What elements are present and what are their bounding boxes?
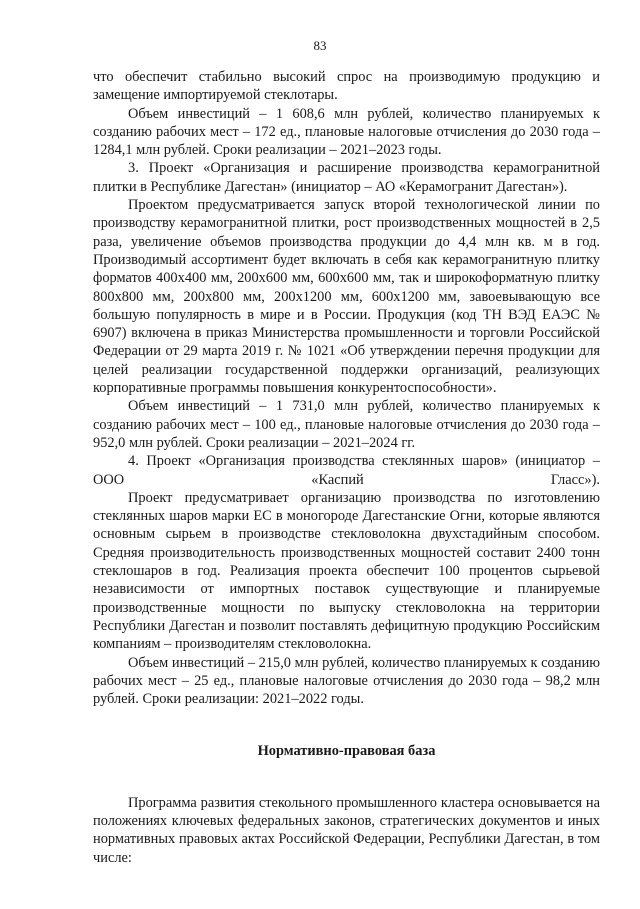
paragraph-legal-basis-intro: Программа развития стекольного промышленного кластера основывается на положениях ключевых федеральных законов, стратегических документов и иных нормативных правовых актах Российской Федерации, Республики Дагестан, в том числе: <box>93 794 600 866</box>
paragraph-investment-2: Объем инвестиций – 1 608,6 млн рублей, количество планируемых к созданию рабочих мест – 172 ед., плановые налоговые отчисления до 2030 года – 1284,1 млн рублей. Сроки реализации – 2021–2023 годы. <box>93 105 600 159</box>
paragraph-investment-3: Объем инвестиций – 1 731,0 млн рублей, количество планируемых к созданию рабочих мест – 100 ед., плановые налоговые отчисления до 2030 года – 952,0 млн рублей. Сроки реализации – 2021–2024 гг. <box>93 398 600 451</box>
paragraph-project-3-title: 3. Проект «Организация и расширение производства керамогранитной плитки в Республике Дагестан» (инициатор – АО «Керамогранит Дагестан»). <box>93 160 600 195</box>
section-heading: Нормативно-правовая база <box>257 743 436 760</box>
paragraph-project-4-title: 4. Проект «Организация производства стеклянных шаров» (инициатор – ООО «Каспий Гласс»). <box>93 453 600 488</box>
page-number: 83 <box>313 38 327 53</box>
paragraph-project-4-description: Проект предусматривает организацию производства по изготовлению стеклянных шаров марки ЕС в моногороде Дагестанские Огни, которые являются основным сырьем в производстве стекловолокна двухстадийным способом. Средняя производительность производственных мощностей составит 2400 тонн стеклошаров в год. Реализация проекта обеспечит 100 процентов сырьевой независимости от импортных поставок существующие и планируемые производственные мощности по выпуску стекловолокна на территории Республики Дагестан и позволит поставлять дефицитную продукцию Российским компаниям – производителям стекловолокна. <box>93 489 600 653</box>
paragraph-investment-4: Объем инвестиций – 215,0 млн рублей, количество планируемых к созданию рабочих мест – 25 ед., плановые налоговые отчисления до 2030 года – 98,2 млн рублей. Сроки реализации: 2021–2022 годы. <box>93 654 601 708</box>
paragraph-continuation: что обеспечит стабильно высокий спрос на производимую продукцию и замещение импортируемой стеклотары. <box>93 69 600 104</box>
paragraph-project-3-description: Проектом предусматривается запуск второй технологической линии по производству керамогранитной плитки, рост производственных мощностей в 2,5 раза, увеличение объемов производства продукции до 4,4 млн кв. м в год. Производимый ассортимент будет включать в себя как керамогранитную плитку форматов 400х400 мм, 200х600 мм, 600х600 мм, так и широкоформатную плитку 800х800 мм, 200х800 мм, 200х1200 мм, 600х1200 мм, завоевывающую все большую популярность в мире и в России. Продукция (код ТН ВЭД ЕАЭС № 6907) включена в приказ Министерства промышленности и торговли Российской Федерации от 29 марта 2019 г. № 1021 «Об утверждении перечня продукции для целей реализации государственной поддержки организаций, реализующих корпоративные программы повышения конкурентоспособности». <box>93 197 600 397</box>
document-body <box>93 68 600 867</box>
